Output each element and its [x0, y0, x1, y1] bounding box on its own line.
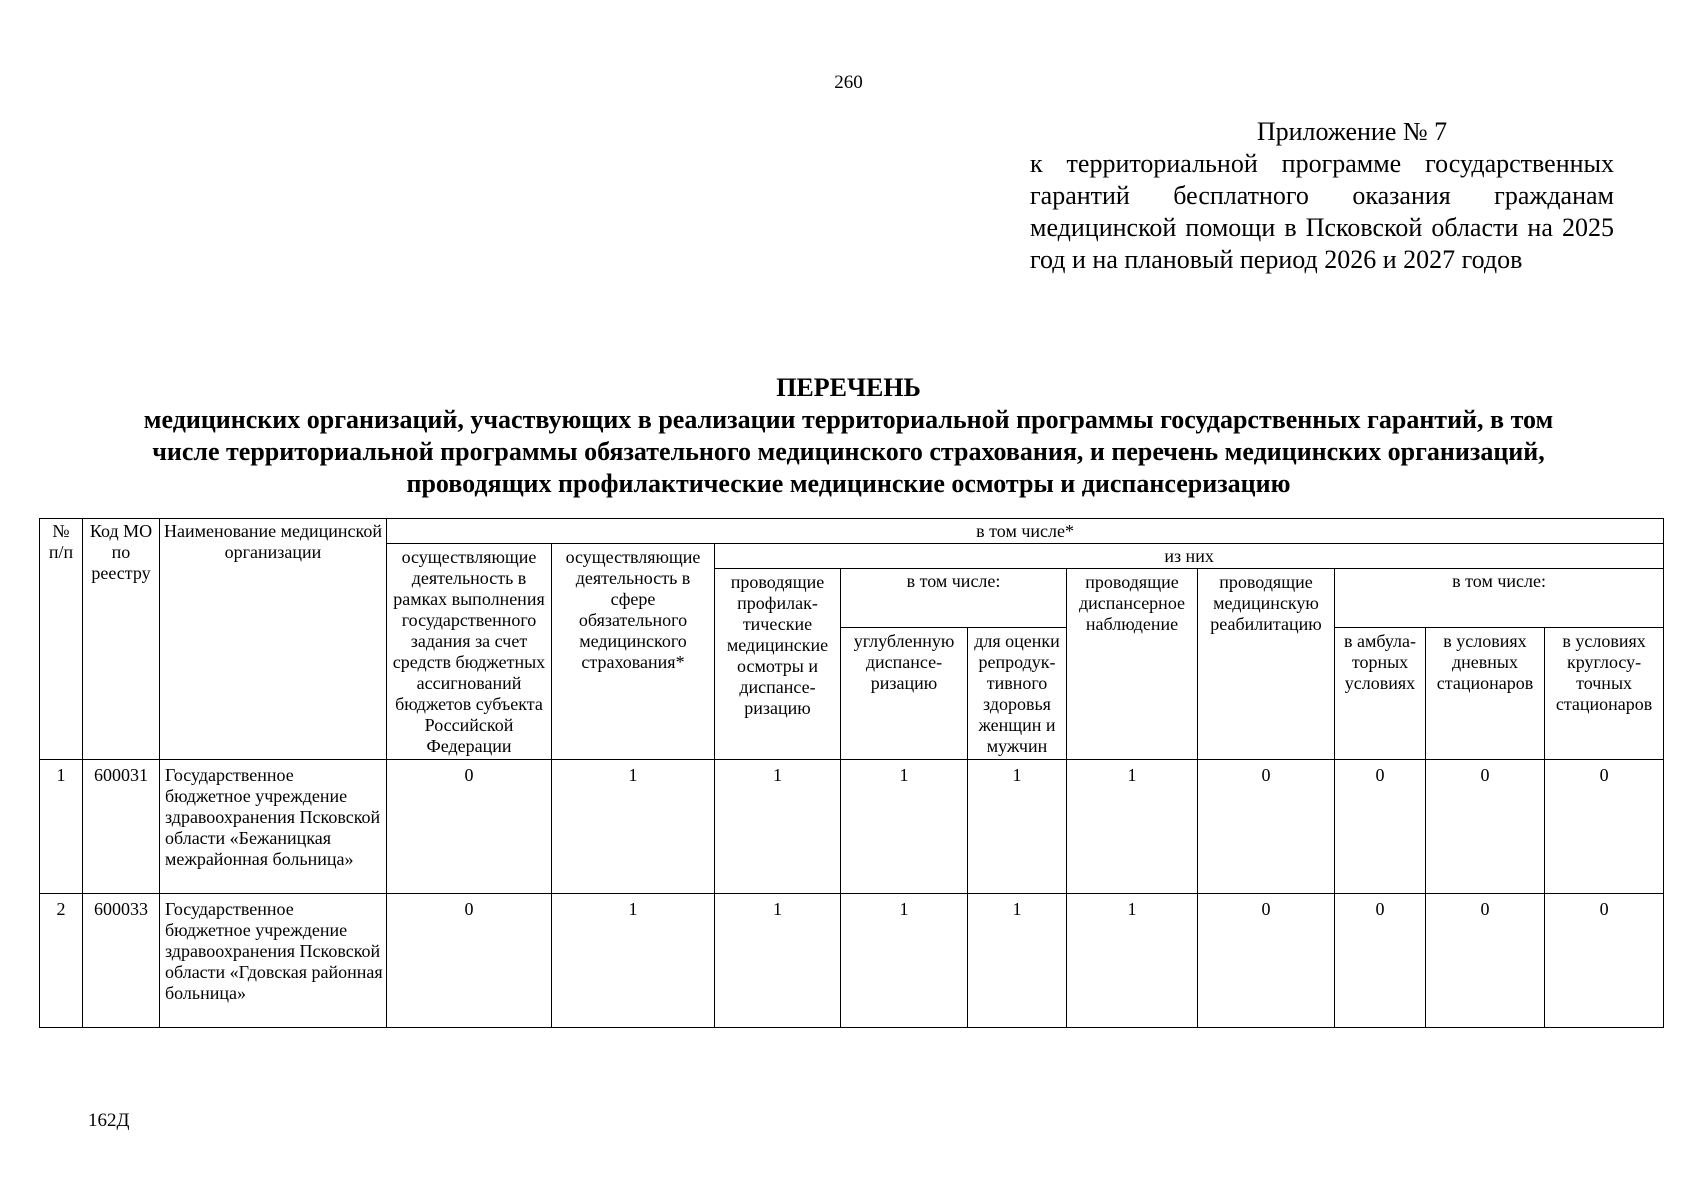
header-state-task: осуществляющие деятельность в рамках выполнения государственного задания за счет средств бюджетных ассигнований бюджетов субъекта Российской Федерации [387, 544, 552, 760]
header-rehabilitation: проводящие медицинскую реабилитацию [1198, 569, 1335, 760]
document-title [0, 372, 1697, 500]
header-round-hospital: в условиях круглосу-точных стационаров [1545, 628, 1664, 760]
table-row [40, 894, 1664, 1028]
header-including-1: в том числе: [841, 569, 1067, 628]
row-value: 0 [1335, 760, 1426, 894]
header-day-hospital: в условиях дневных стационаров [1426, 628, 1545, 760]
row-num: 2 [40, 894, 83, 1028]
header-reproductive: для оценки репродук-тивного здоровья женщин и мужчин [968, 628, 1067, 760]
row-value: 1 [715, 894, 841, 1028]
header-num: № п/п [40, 519, 83, 760]
header-prof-exams: проводящие профилак-тические медицинские осмотры и диспансе-ризацию [715, 569, 841, 760]
row-value: 1 [552, 894, 715, 1028]
row-value: 1 [1067, 894, 1198, 1028]
appendix-text: к территориальной программе государственных гарантий бесплатного оказания гражданам медицинской помощи в Псковской области на 2025 год и на плановый период 2026 и 2027 годов [1030, 149, 1614, 274]
header-code: Код МО по реестру [83, 519, 160, 760]
organizations-table [39, 518, 1664, 1028]
footer-code: 162Д [88, 1110, 130, 1131]
row-value: 0 [1545, 760, 1664, 894]
header-including: в том числе* [387, 519, 1664, 544]
row-value: 1 [841, 760, 968, 894]
row-value: 1 [552, 760, 715, 894]
row-value: 0 [1335, 894, 1426, 1028]
row-name: Государственное бюджетное учреждение здравоохранения Псковской области «Бежаницкая межрайонная больница» [160, 760, 387, 894]
row-value: 0 [1198, 894, 1335, 1028]
row-value: 0 [1426, 760, 1545, 894]
title-subtitle: медицинских организаций, участвующих в реализации территориальной программы государственных гарантий, в том числе территориальной программы обязательного медицинского страхования, и перечень медицинских организаций, проводящих профилактические медицинские осмотры и диспансеризацию [143, 405, 1554, 498]
header-of-them: из них [715, 544, 1664, 569]
header-including-2: в том числе: [1335, 569, 1664, 628]
row-value: 0 [387, 760, 552, 894]
row-value: 0 [1545, 894, 1664, 1028]
row-code: 600033 [83, 894, 160, 1028]
row-value: 0 [1426, 894, 1545, 1028]
header-name: Наименование медицинской организации [160, 519, 387, 760]
header-deep-disp: углубленную диспансе-ризацию [841, 628, 968, 760]
row-value: 1 [968, 760, 1067, 894]
appendix-title: Приложение № 7 [1256, 117, 1448, 146]
header-ambulatory: в амбула-торных условиях [1335, 628, 1426, 760]
header-disp-observation: проводящие диспансерное наблюдение [1067, 569, 1198, 760]
table-row [40, 760, 1664, 894]
row-value: 1 [715, 760, 841, 894]
page-number: 260 [834, 72, 863, 93]
title-heading: ПЕРЕЧЕНЬ [776, 373, 921, 402]
header-oms: осуществляющие деятельность в сфере обязательного медицинского страхования* [552, 544, 715, 760]
row-value: 1 [968, 894, 1067, 1028]
header-row-1 [40, 519, 1664, 544]
row-num: 1 [40, 760, 83, 894]
row-value: 0 [1198, 760, 1335, 894]
row-code: 600031 [83, 760, 160, 894]
row-name: Государственное бюджетное учреждение здравоохранения Псковской области «Гдовская районная больница» [160, 894, 387, 1028]
appendix-block [1030, 116, 1614, 276]
row-value: 1 [841, 894, 968, 1028]
row-value: 0 [387, 894, 552, 1028]
row-value: 1 [1067, 760, 1198, 894]
